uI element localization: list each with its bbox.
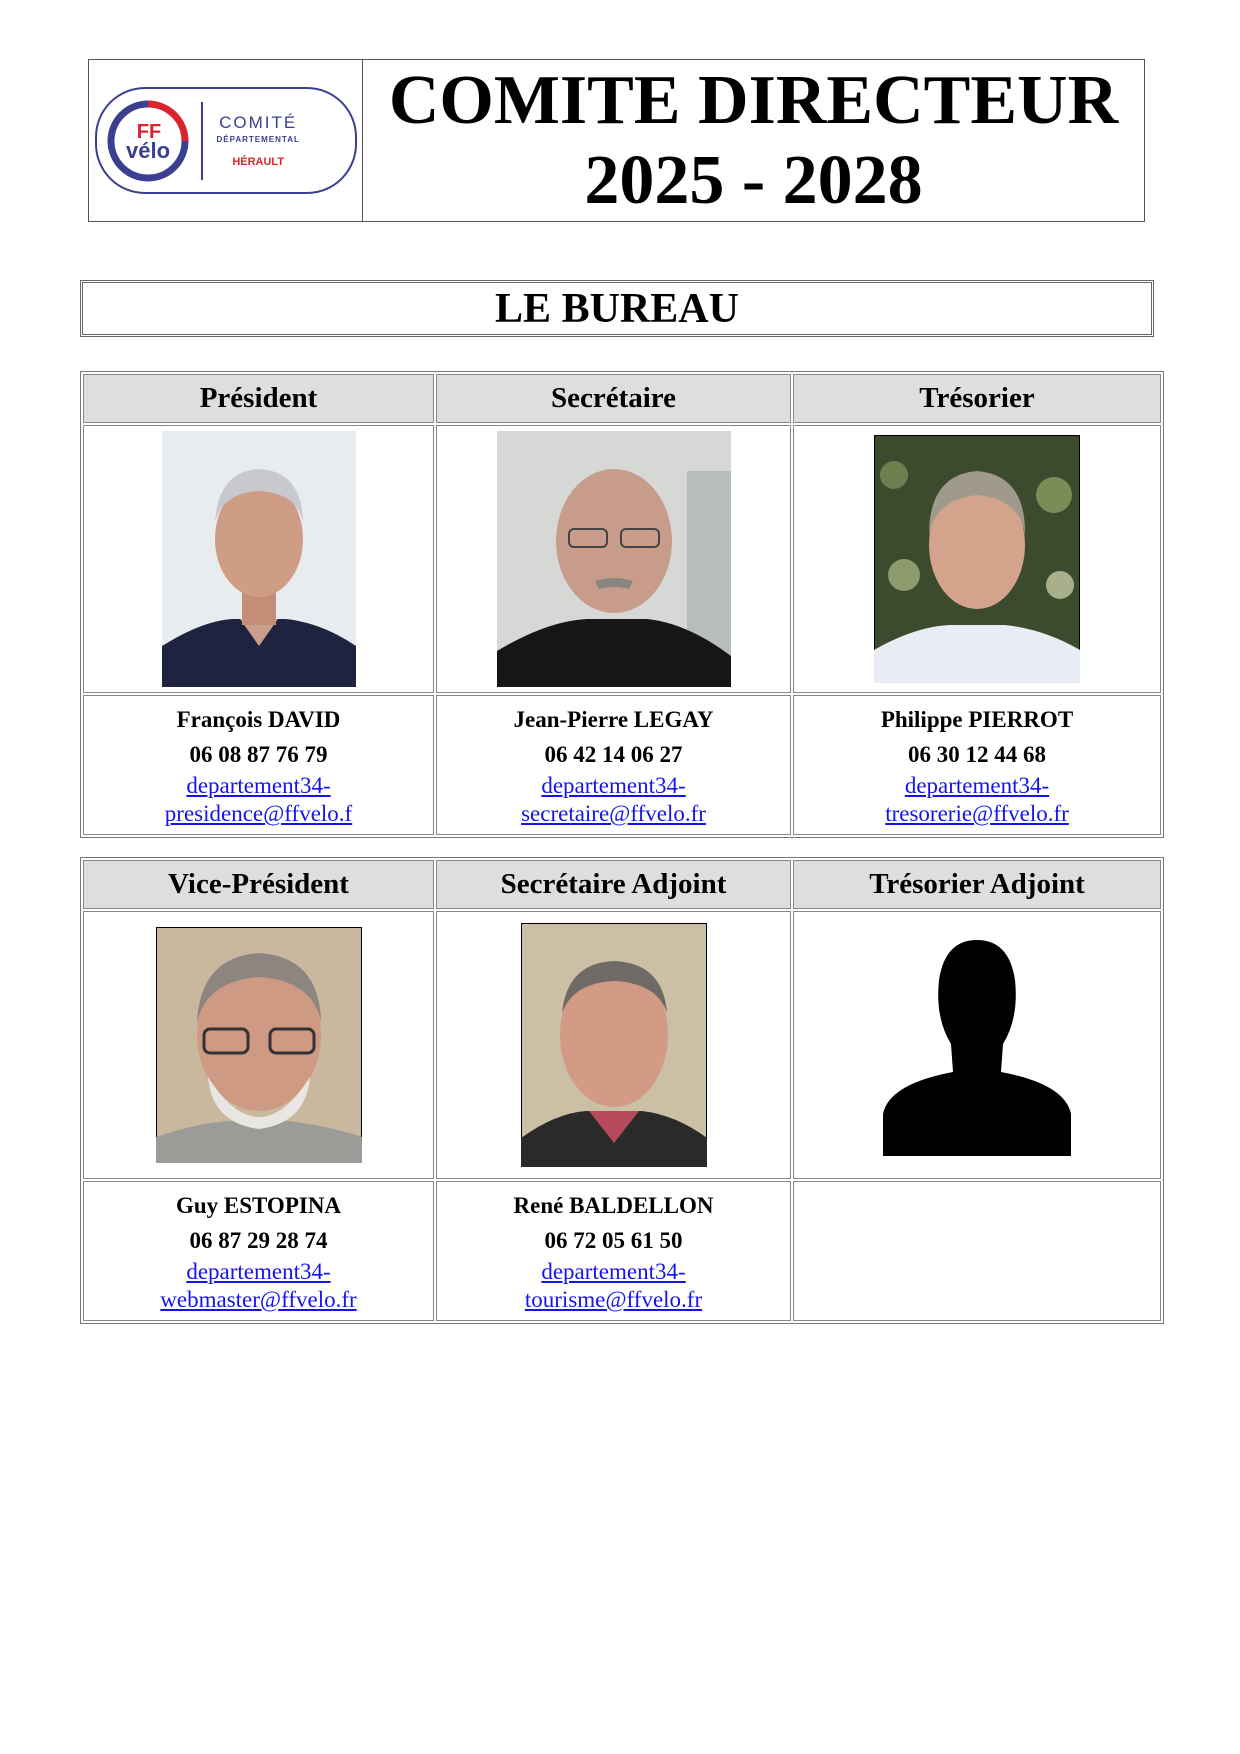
logo-comite-text: COMITÉ xyxy=(219,113,298,132)
member-phone: 06 08 87 76 79 xyxy=(189,742,328,767)
member-phone: 06 72 05 61 50 xyxy=(544,1228,683,1253)
contact-row xyxy=(83,1181,1161,1321)
role-secretaire: Secrétaire xyxy=(436,374,791,423)
title-cell xyxy=(363,60,1144,221)
member-name: Jean-Pierre LEGAY xyxy=(513,707,714,732)
role-secretaire-adjoint: Secrétaire Adjoint xyxy=(436,860,791,909)
portrait-photo-rene-baldellon xyxy=(521,923,707,1167)
member-email-link[interactable] xyxy=(84,1258,433,1314)
email-line-1[interactable]: departement34- xyxy=(541,1259,686,1284)
member-phone: 06 87 29 28 74 xyxy=(189,1228,328,1253)
email-line-2[interactable]: tourisme@ffvelo.fr xyxy=(524,1287,703,1312)
photo-row xyxy=(83,425,1161,693)
role-president: Président xyxy=(83,374,434,423)
ffvelo-emblem-icon xyxy=(105,98,191,184)
email-line-1[interactable]: departement34- xyxy=(904,773,1050,798)
member-name: René BALDELLON xyxy=(513,1193,714,1218)
logo-ff-text: FF xyxy=(136,120,161,143)
contact-cell xyxy=(83,1181,434,1321)
photo-cell xyxy=(436,425,791,693)
photo-cell xyxy=(793,425,1161,693)
role-vice-president: Vice-Président xyxy=(83,860,434,909)
logo-text-block xyxy=(217,113,300,168)
portrait-photo-philippe-pierrot xyxy=(874,435,1080,683)
member-name: François DAVID xyxy=(176,707,341,732)
page-title: COMITE DIRECTEUR xyxy=(388,61,1119,139)
email-line-2[interactable]: secretaire@ffvelo.fr xyxy=(521,801,706,826)
contact-row xyxy=(83,695,1161,835)
email-line-2[interactable]: webmaster@ffvelo.fr xyxy=(160,1287,357,1312)
photo-row xyxy=(83,911,1161,1179)
member-name: Guy ESTOPINA xyxy=(175,1193,342,1218)
document-header xyxy=(88,59,1145,222)
email-line-1[interactable]: departement34- xyxy=(186,773,331,798)
contact-cell xyxy=(83,695,434,835)
photo-cell xyxy=(83,425,434,693)
logo-departemental-text: DÉPARTEMENTAL xyxy=(216,135,300,144)
section-title: LE BUREAU xyxy=(495,285,739,332)
contact-cell xyxy=(793,695,1161,835)
page-title-years: 2025 - 2028 xyxy=(584,141,923,219)
member-email-link[interactable] xyxy=(437,1258,790,1314)
role-row xyxy=(83,374,1161,423)
email-line-2[interactable]: presidence@ffvelo.f xyxy=(164,801,353,826)
email-line-2[interactable]: tresorerie@ffvelo.fr xyxy=(885,801,1069,826)
logo-herault-text: HÉRAULT xyxy=(232,156,285,168)
email-line-1[interactable]: departement34- xyxy=(541,773,686,798)
photo-cell xyxy=(83,911,434,1179)
email-line-1[interactable]: departement34- xyxy=(186,1259,331,1284)
contact-cell-empty xyxy=(793,1181,1161,1321)
role-tresorier: Trésorier xyxy=(793,374,1161,423)
member-email-link[interactable] xyxy=(437,772,790,828)
bureau-table-1 xyxy=(80,371,1164,838)
logo-separator xyxy=(201,102,203,180)
logo-cell xyxy=(89,60,363,221)
ffvelo-logo xyxy=(95,87,357,194)
photo-cell xyxy=(793,911,1161,1179)
section-banner xyxy=(80,280,1154,337)
member-phone: 06 42 14 06 27 xyxy=(544,742,683,767)
portrait-photo-jean-pierre-legay xyxy=(497,431,731,687)
contact-cell xyxy=(436,695,791,835)
member-email-link[interactable] xyxy=(794,772,1160,828)
portrait-photo-guy-estopina xyxy=(156,927,362,1163)
photo-cell xyxy=(436,911,791,1179)
member-phone: 06 30 12 44 68 xyxy=(908,742,1046,767)
member-name: Philippe PIERROT xyxy=(880,707,1074,732)
role-row xyxy=(83,860,1161,909)
placeholder-silhouette-icon xyxy=(879,934,1075,1156)
contact-cell xyxy=(436,1181,791,1321)
logo-velo-text: vélo xyxy=(125,137,170,163)
member-email-link[interactable] xyxy=(84,772,433,828)
bureau-table-2 xyxy=(80,857,1164,1324)
role-tresorier-adjoint: Trésorier Adjoint xyxy=(793,860,1161,909)
portrait-photo-francois-david xyxy=(162,431,356,687)
